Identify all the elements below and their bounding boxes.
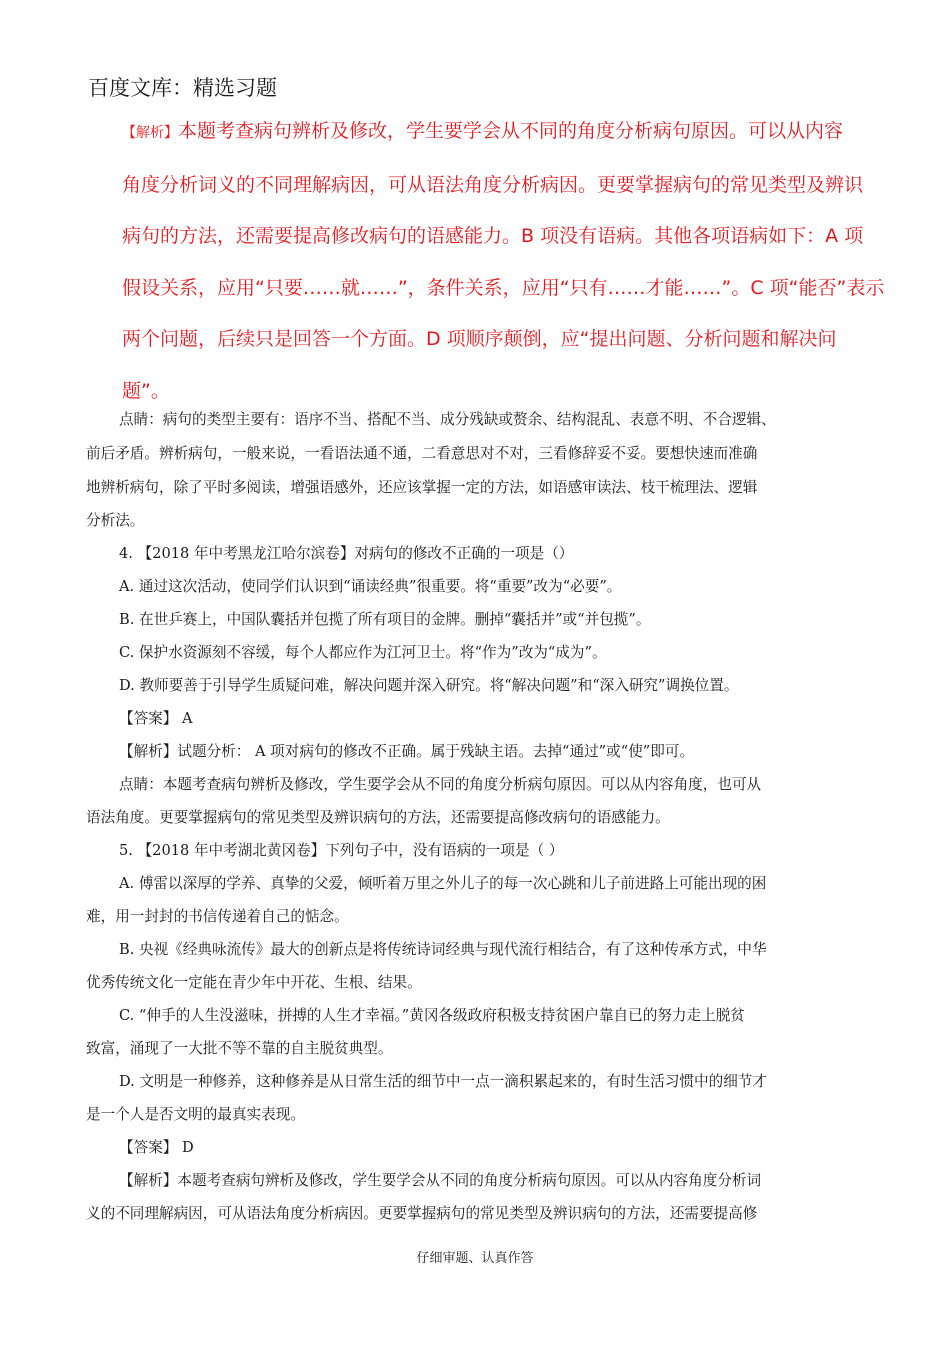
question-5-option-b: B. 央视《经典咏流传》最大的创新点是将传统诗词经典与现代流行相结合，有了这种传承方式，中华 [119, 941, 767, 958]
text-line: 难，用一封封的书信传递着自己的惦念。 [86, 908, 349, 925]
question-5-option-d: D. 文明是一种修养，这种修养是从日常生活的细节中一点一滴积累起来的，有时生活习惯中的细节才 [119, 1073, 767, 1090]
text-line: 义的不同理解病因，可从语法角度分析病因。更要掌握病句的常见类型及辨识病句的方法，还需要提高修 [86, 1205, 758, 1222]
text-line: 是一个人是否文明的最真实表现。 [86, 1106, 305, 1123]
question-4-answer: 【答案】 A [119, 710, 193, 727]
text-line: 语法角度。更要掌握病句的常见类型及辨识病句的方法，还需要提高修改病句的语感能力。 [86, 809, 670, 826]
question-5-stem: 5. 【2018 年中考湖北黄冈卷】下列句子中，没有语病的一项是（ ） [119, 842, 564, 859]
analysis-line-5: 两个问题，后续只是回答一个方面。D 项顺序颠倒，应“提出问题、分析问题和解决问 [122, 328, 837, 350]
question-5-option-a: A. 傅雷以深厚的学养、真挚的父爱，倾听着万里之外儿子的每一次心跳和儿子前进路上可能出现的困 [119, 875, 767, 892]
question-4-option-d: D. 教师要善于引导学生质疑问难，解决问题并深入研究。将“解决问题”和“深入研究”调换位置。 [119, 677, 739, 694]
question-5-option-c: C. “伸手的人生没滋味，拼搏的人生才幸福。”黄冈各级政府积极支持贫困户靠自已的努力走上脱贫 [119, 1007, 745, 1024]
analysis-line-6: 题”。 [122, 379, 170, 402]
text-line: 分析法。 [86, 512, 145, 529]
analysis-line-1: 【解析】本题考查病句辨析及修改，学生要学会从不同的角度分析病句原因。可以从内容 [122, 120, 844, 142]
text-line: 点睛：本题考查病句辨析及修改，学生要学会从不同的角度分析病句原因。可以从内容角度，也可从 [119, 776, 762, 793]
text-line: 致富，涌现了一大批不等不靠的自主脱贫典型。 [86, 1040, 393, 1057]
text-line: 前后矛盾。辨析病句，一般来说，一看语法通不通，二看意思对不对，三看修辞妥不妥。要想快速而准确 [86, 445, 758, 462]
question-4-option-c: C. 保护水资源刻不容缓，每个人都应作为江河卫士。将“作为”改为“成为”。 [119, 644, 607, 661]
question-5-analysis: 【解析】本题考查病句辨析及修改，学生要学会从不同的角度分析病句原因。可以从内容角度分析词 [119, 1172, 762, 1189]
analysis-line-2: 角度分析词义的不同理解病因，可从语法角度分析病因。更要掌握病句的常见类型及辨识 [122, 173, 864, 196]
highlighted-analysis-block [122, 106, 897, 417]
analysis-line-3: 病句的方法，还需要提高修改病句的语感能力。B 项没有语病。其他各项语病如下：A 项 [122, 225, 864, 247]
question-5-answer: 【答案】 D [119, 1139, 194, 1156]
question-4-analysis: 【解析】试题分析： A 项对病句的修改不正确。属于残缺主语。去掉“通过”或“使”即可。 [119, 743, 695, 760]
question-4-option-a: A. 通过这次活动，使同学们认识到“诵读经典”很重要。将“重要”改为“必要”。 [119, 578, 622, 595]
page-header-title: 百度文库：精选习题 [88, 76, 277, 100]
analysis-tag: 【解析】 [122, 125, 178, 141]
analysis-line-4: 假设关系，应用“只要……就……”，条件关系，应用“只有……才能……”。C 项“能否”表示 [122, 276, 885, 299]
text-line: 地辨析病句，除了平时多阅读，增强语感外，还应该掌握一定的方法，如语感审读法、枝干梳理法、逻辑 [86, 479, 758, 496]
text-line: 点睛：病句的类型主要有：语序不当、搭配不当、成分残缺或赘余、结构混乱、表意不明、不合逻辑、 [119, 411, 776, 428]
text-line: 优秀传统文化一定能在青少年中开花、生根、结果。 [86, 974, 422, 991]
question-4-option-b: B. 在世乒赛上，中国队囊括并包揽了所有项目的金牌。删掉“囊括并”或“并包揽”。 [119, 611, 651, 628]
question-4-stem: 4. 【2018 年中考黑龙江哈尔滨卷】对病句的修改不正确的一项是（） [119, 545, 574, 562]
page-footer: 仔细审题、认真作答 [416, 1251, 534, 1266]
